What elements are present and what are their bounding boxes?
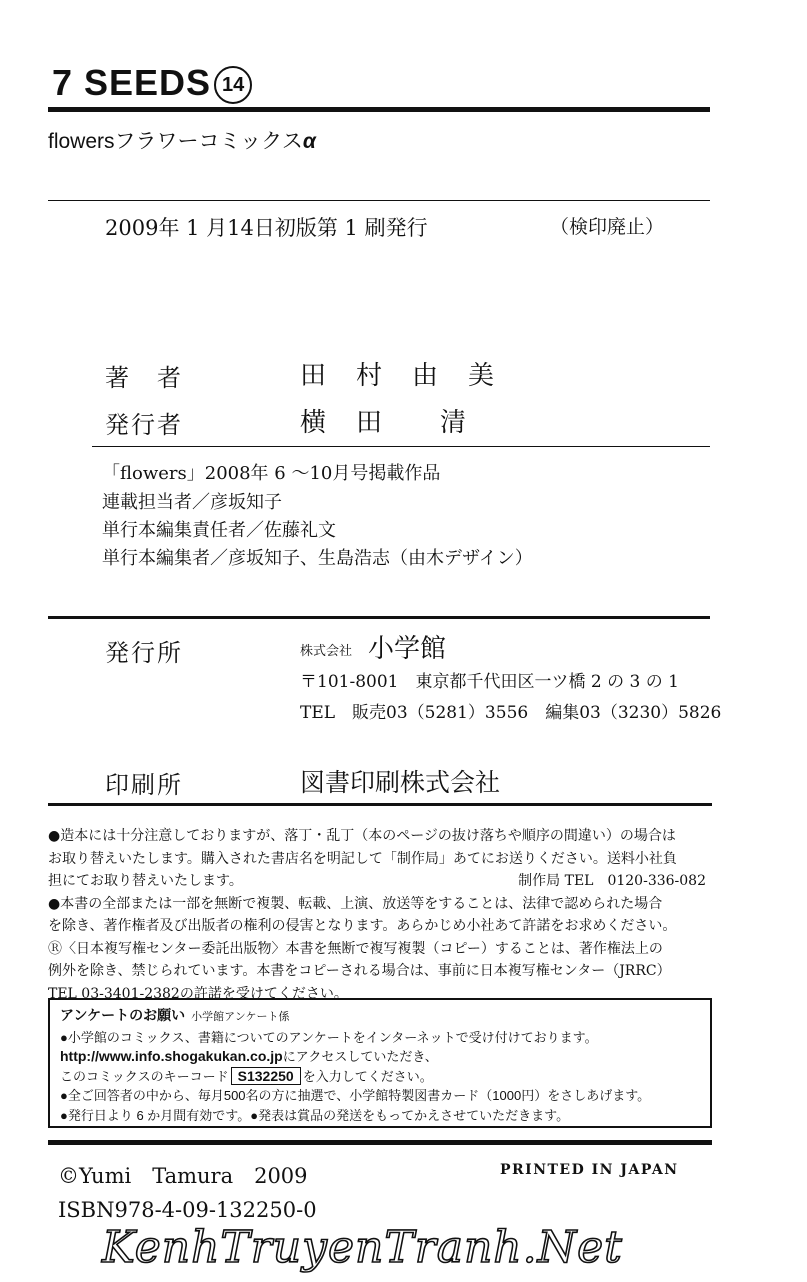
printer-label: 印刷所: [105, 771, 183, 799]
survey-url[interactable]: http://www.info.shogakukan.co.jp: [60, 1048, 283, 1064]
survey-line: ●全ご回答者の中から、毎月500名の方に抽選で、小学館特製図書カード（1000円）をさしあげます。: [60, 1088, 651, 1103]
copyright: ©Yumi Tamura 2009: [58, 1164, 308, 1188]
notice-text: 担にてお取り替えいたします。: [48, 873, 243, 889]
publisher-label: 発行者: [105, 411, 183, 439]
survey-url-line: [60, 1047, 700, 1067]
survey-url-suffix: にアクセスしていただき、: [282, 1049, 438, 1064]
divider-staff: [92, 446, 710, 447]
seal-note: （検印廃止）: [550, 216, 665, 238]
divider-bottom: [48, 1140, 712, 1145]
printed-in: PRINTED IN JAPAN: [500, 1162, 679, 1178]
credit-line-2: 連載担当者／彦坂知子: [102, 492, 282, 513]
office-phone: TEL 販売03（5281）3556 編集03（3230）5826: [300, 703, 722, 723]
printer-name: 図書印刷株式会社: [300, 768, 501, 797]
divider-publisher: [48, 616, 710, 619]
credit-line-1: 「flowers」2008年 6 ～10月号掲載作品: [102, 463, 441, 484]
volume-badge: 14: [214, 66, 252, 104]
survey-header: [60, 1006, 700, 1028]
publisher-name: 横 田 清: [300, 408, 469, 438]
credit-line-4: 単行本編集者／彦坂知子、生島浩志（由木デザイン）: [102, 548, 533, 569]
legal-notices: [48, 825, 710, 1005]
book-title: [52, 62, 252, 104]
title-main: 7 SEEDS: [52, 62, 212, 103]
survey-line: ●発行日より 6 か月間有効です。●発表は賞品の発送をもってかえさせていただきます。: [60, 1107, 570, 1123]
key-prefix: このコミックスのキーコード: [60, 1068, 229, 1084]
notice-line: 例外を除き、禁じられています。本書をコピーされる場合は、事前に日本複写権センター（JRRC）: [48, 963, 671, 979]
notice-line: ●造本には十分注意しておりますが、落丁・乱丁（本のページの抜け落ちや順序の間違い）の場合は: [48, 828, 676, 844]
credit-line-3: 単行本編集責任者／佐藤礼文: [102, 520, 336, 541]
survey-key-line: [60, 1067, 700, 1087]
office-address: 〒101-8001 東京都千代田区一ツ橋 2 の 3 の 1: [300, 672, 679, 692]
publication-date: 2009年 1 月14日初版第 1 刷発行: [105, 216, 428, 240]
production-contact: 制作局 TEL 0120-336-082: [518, 873, 706, 889]
isbn: ISBN978-4-09-132250-0: [58, 1198, 317, 1222]
title-rule: [48, 107, 710, 112]
survey-box: [48, 998, 712, 1128]
divider-top: [48, 200, 710, 201]
company-name: 小学館: [368, 634, 447, 664]
series-suffix: α: [302, 130, 316, 153]
notice-line: お取り替えいたします。購入された書店名を明記して「制作局」あてにお送りください。送料小社負: [48, 850, 677, 867]
company-prefix: 株式会社: [300, 644, 353, 659]
survey-line: ●小学館のコミックス、書籍についてのアンケートをインターネットで受け付けております。: [60, 1029, 598, 1045]
office-label: 発行所: [105, 639, 183, 667]
author-label: 著 者: [105, 364, 183, 392]
watermark-logo: [92, 1218, 712, 1276]
divider-notices: [48, 803, 712, 806]
watermark-text: KenhTruyenTranh.Net: [102, 1222, 623, 1273]
notice-line: [48, 870, 710, 893]
survey-title: アンケートのお願い: [60, 1007, 186, 1023]
notice-line: ●本書の全部または一部を無断で複製、転載、上演、放送等をすることは、法律で認められた場合: [48, 895, 663, 912]
notice-line: を除き、著作権者及び出版者の権利の侵害となります。あらかじめ小社あて許諾をお求めください。: [48, 918, 677, 934]
author-name: 田 村 由 美: [300, 361, 497, 391]
series-name: flowersフラワーコミックス: [48, 130, 303, 153]
series-label: [48, 125, 316, 155]
key-code: S132250: [231, 1067, 301, 1085]
survey-dept: 小学館アンケート係: [191, 1011, 290, 1023]
notice-line: Ⓡ〈日本複写権センター委託出版物〉本書を無断で複写複製（コピー）することは、著作権法上の: [48, 940, 663, 957]
key-suffix: を入力してください。: [302, 1068, 433, 1084]
notice-line: TEL 03-3401-2382の許諾を受けてください。: [48, 985, 348, 1002]
